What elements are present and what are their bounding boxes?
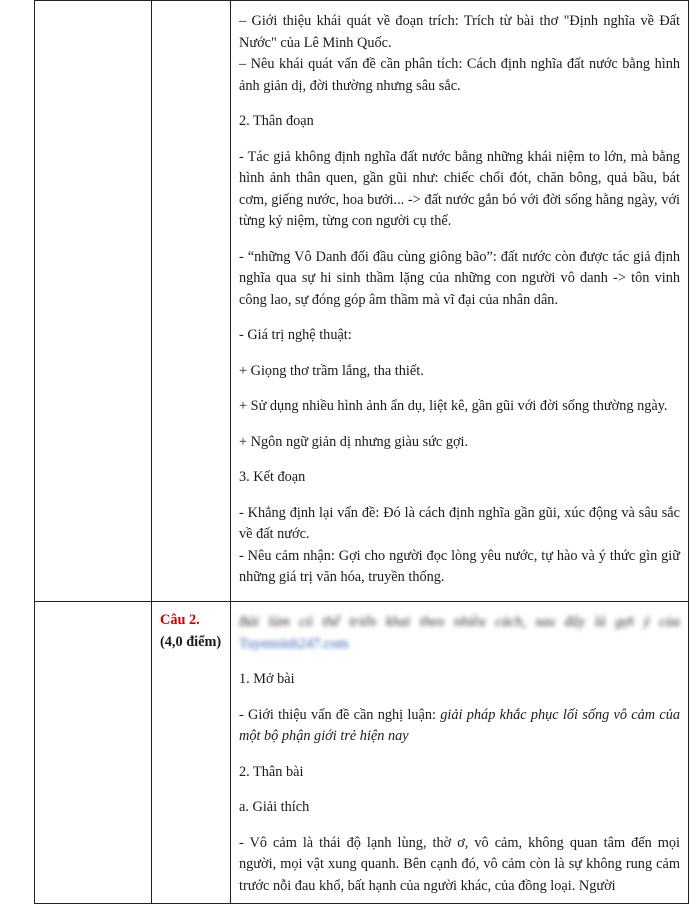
source-link[interactable]: Tuyensinh247.com (239, 635, 349, 652)
section-heading: 1. Mở bài (239, 671, 295, 687)
question-label: Câu 2. (160, 612, 200, 628)
body-paragraph: - “những Vô Danh đối đầu cùng giông bão”: đất nước còn được tác giả định nghĩa qua sự hi sinh thầm lặng của những con người vô danh -> tôn vinh công lao, sự đóng góp âm thầm mà vĩ đại của nhân dân. (239, 248, 680, 308)
answer-cell (231, 602, 689, 904)
blurred-note (239, 612, 680, 655)
question-score: (4,0 điểm) (160, 633, 222, 650)
body-paragraph: + Giọng thơ trầm lắng, tha thiết. (239, 362, 424, 379)
body-paragraph: + Sử dụng nhiều hình ảnh ẩn dụ, liệt kê, gần gũi với đời sống thường ngày. (239, 398, 668, 414)
answer-cell (231, 1, 689, 602)
body-paragraph: - Khẳng định lại vấn đề: Đó là cách định nghĩa gần gũi, xúc động và sâu sắc về đất nước. (239, 504, 680, 542)
body-text: - Giới thiệu vấn đề cần nghị luận: (239, 706, 441, 723)
intro-paragraph: – Nêu khái quát vấn đề cần phân tích: Cách định nghĩa đất nước bằng hình ảnh giản dị, đời thường nhưng sâu sắc. (239, 56, 680, 94)
body-paragraph: - Tác giả không định nghĩa đất nước bằng những khái niệm to lớn, mà bằng hình ảnh thân quen, gần gũi như: chiếc chổi đót, chăn bông, quả bầu, bát cơm, giếng nước, hoa bưởi... -> đất nước gắn bó với đời sống hằng ngày, với từng kỷ niệm, từng con người cụ thể. (239, 148, 680, 229)
intro-paragraph: – Giới thiệu khái quát về đoạn trích: Trích từ bài thơ "Định nghĩa về Đất Nước" của Lê Minh Quốc. (239, 13, 680, 51)
section-heading: 2. Thân bài (239, 763, 304, 780)
section-heading: a. Giải thích (239, 799, 310, 815)
body-paragraph: - Nêu cảm nhận: Gợi cho người đọc lòng yêu nước, tự hào và ý thức gìn giữ những giá trị văn hóa, truyền thống. (239, 547, 680, 585)
section-heading: 2. Thân đoạn (239, 113, 314, 129)
empty-cell (35, 602, 152, 904)
body-paragraph (239, 705, 680, 748)
italic-text: giải pháp khắc phục lối sống vô cảm của một bộ phận giới trẻ hiện nay (239, 706, 680, 744)
blurred-note-text: Bài làm có thể triển khai theo nhiều cách, sau đây là gợi ý của (239, 614, 680, 630)
body-paragraph: - Giá trị nghệ thuật: (239, 327, 352, 343)
question-cell (152, 602, 231, 904)
question-cell (152, 1, 231, 602)
body-paragraph: + Ngôn ngữ giản dị nhưng giàu sức gợi. (239, 433, 469, 450)
section-heading: 3. Kết đoạn (239, 469, 306, 485)
table-row (35, 602, 689, 904)
empty-cell (35, 1, 152, 602)
answer-table (34, 0, 689, 904)
table-row (35, 1, 689, 602)
body-paragraph: - Vô cảm là thái độ lạnh lùng, thờ ơ, vô cảm, không quan tâm đến mọi người, mọi vật xung quanh. Bên cạnh đó, vô cảm còn là sự không rung cảm trước nỗi đau khổ, bất hạnh của người khác, của đồng loại. Người (239, 834, 680, 894)
